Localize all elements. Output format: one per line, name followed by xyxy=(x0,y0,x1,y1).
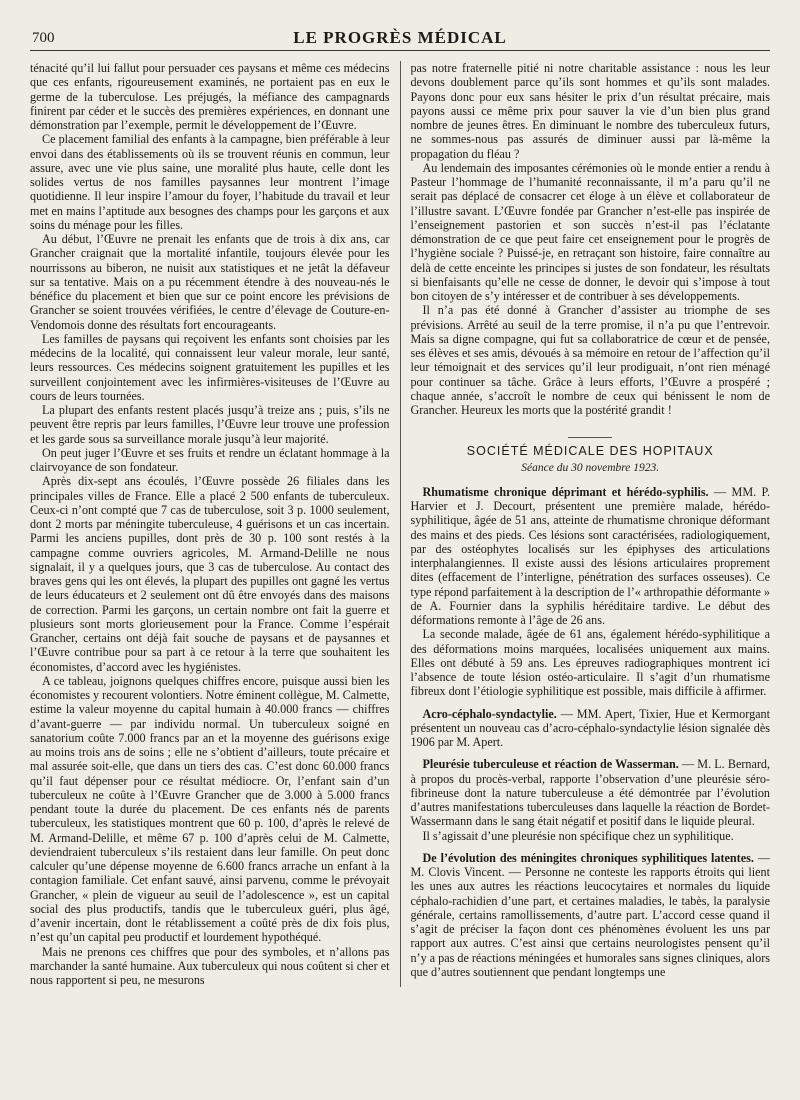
paragraph: Mais ne prenons ces chiffres que pour des symboles, et n’allons pas marchander la santé humaine. Aux tuberculeux qui nous coûtent si cher et nous rapportent si peu, ne mesurons xyxy=(30,944,390,987)
paragraph: On peut juger l’Œuvre et ses fruits et rendre un éclatant hommage à la clairvoyance de son fondateur. xyxy=(30,445,390,474)
paragraph: Il n’a pas été donné à Grancher d’assister au triomphe de ses prévisions. Arrêté au seuil de la terre promise, il n’a pu que l’entrevoir. Mais sa digne compagne, qui fut sa collaboratrice de cœur et de pensée, ses élèves et ses amis, dévoués à sa mémoire en retour de l’affection qu’il leur témoignait et des services qu’il leur prodiguait, n’ont rien ménagé pour continuer sa tâche. Grâce à leurs efforts, l’Œuvre a prospéré ; chaque année, s’accroît le nombre de ceux qui bénissent le nom de Grancher. Heureux les morts que la postérité grandit ! xyxy=(410,303,770,417)
communication-title: Pleurésie tuberculeuse et réaction de Wasserman. xyxy=(422,757,679,772)
communication-title: Rhumatisme chronique déprimant et hérédo-syphilis. xyxy=(422,484,709,499)
paragraph: Ce placement familial des enfants à la campagne, bien préférable à leur envoi dans des établissements où ils se trouvent réunis en commun, leur assure, avec une vie plus saine, une moralité plus haute, celle dont les solides vertus de nos familles paysannes leur montrent l’image quotidienne. Il leur inspire l’amour du foyer, l’habitude du travail et leur met en mains l’aptitude aux besognes des champs pour les garçons et aux soins du ménage pour les filles. xyxy=(30,132,390,232)
paragraph: Les familles de paysans qui reçoivent les enfants sont choisies par les médecins de la localité, qui connaissent leur valeur morale, leur santé, leurs ressources. Ces médecins soignent gratuitement les pupilles et les surveillent conjointement avec les infirmières-visiteuses de l’Œuvre au cours de leurs tournées. xyxy=(30,331,390,403)
communication-text: Il s’agissait d’une pleurésie non spécifique chez un syphilitique. xyxy=(422,828,734,843)
communication-paragraph xyxy=(410,851,770,979)
communication-paragraph xyxy=(410,829,770,843)
section-title-text: SOCIÉTÉ MÉDICALE DES HOPITAUX xyxy=(466,444,714,459)
journal-title: LE PROGRÈS MÉDICAL xyxy=(293,28,507,47)
column-divider xyxy=(400,61,401,987)
communication-title: Acro-céphalo-syndactylie. xyxy=(422,706,557,721)
page-number: 700 xyxy=(32,30,55,46)
two-column-body xyxy=(30,61,770,987)
left-column xyxy=(30,61,390,987)
communication-text: — M. L. Bernard, à propos du procès-verbal, rapporte l’observation d’une pleurésie séro-fibrineuse dont la nature tuberculeuse a été démontrée par l’évolution d’autres manifestations tuberculeuses dans laquelle la réaction de Bordet-Wassermann dans le sang était négatif et positif dans le liquide pleural. xyxy=(410,757,770,829)
communication-text: — MM. Apert, Tixier, Hue et Kermorgant présentent un nouveau cas d’acro-céphalo-syndactylie lésion signalée dès 1906 par M. Apert. xyxy=(410,706,770,749)
communication-text: — M. Clovis Vincent. — Personne ne conteste les rapports étroits qui lient les unes aux autres les réactions leucocytaires et normales du liquide céphalo-rachidien d’une part, et certaines maladies, le tabès, la paralysie générale, certains ramollissements, d’autre part. L’accord cesse quand il s’agit de préciser la façon dont ces phénomènes évoluent les uns par rapport aux autres. C’est ainsi que certains neurologistes pensent qu’il n’y a pas de réactions méningées et humorales sans signes cliniques, alors que d’autres soutiennent que pendant longtemps une xyxy=(410,850,770,979)
section-heading xyxy=(410,437,770,458)
communication-paragraph xyxy=(410,707,770,750)
paragraph: La plupart des enfants restent placés jusqu’à treize ans ; puis, s’ils ne peuvent être repris par leurs familles, l’Œuvre leur trouve une profession et les garde sous sa surveillance morale jusqu’à leur majorité. xyxy=(30,403,390,446)
session-date: Séance du 30 novembre 1923. xyxy=(521,461,660,474)
communication-paragraph xyxy=(410,627,770,698)
communication-text: La seconde malade, âgée de 61 ans, également hérédo-syphilitique a des déformations moins marquées, localisées uniquement aux mains. Elles ont débuté à 59 ans. Les épreuves radiographiques montrent ici l’absence de toute lésion ostéo-articulaire. Il s’agit d’un rhumatisme fibreux dont l’étiologie syphilitique est possible, mais difficile à affirmer. xyxy=(410,627,770,699)
paragraph: A ce tableau, joignons quelques chiffres encore, puisque aussi bien les économistes y recourent volontiers. Notre éminent collègue, M. Calmette, estime la valeur moyenne du capital humain à 40.000 francs — chiffres d’avant-guerre — par individu normal. Un tuberculeux soigné en sanatorium coûte 7.000 francs par an et la moyenne des guérisons exige au moins trois ans de soins ; elle ne s’obtient d’ailleurs, toute précaire et mal assurée soit-elle, que dans un tiers des cas. C’est donc 60.000 francs qu’il faut dépenser pour ce résultat médiocre. Or, l’enfant sain d’un tuberculeux ne coûte à l’Œuvre Grancher que de 3.000 à 5.000 francs pendant toute la durée du placement. De ces enfants nés de parents tuberculeux, les statistiques montrent que 60 p. 100, d’après le relevé de M. Armand-Delille, et même 67 p. 100 d’après celui de M. Calmette, deviendraient tuberculeux s’ils restaient dans leur famille. On peut donc calculer qu’une dépense moyenne de 6.600 francs arrache un enfant à la contagion familiale. Cet enfant sauvé, ainsi parvenu, comme le prévoyait Grancher, « plein de vigueur au seuil de l’adolescence », est un capital social des plus productifs, tandis que le tuberculeux guéri, plus âgé, d’avenir incertain, dont le rétablissement a coûté près de dix fois plus, n’est qu’un capital peu productif et lourdement hypothéqué. xyxy=(30,673,390,945)
communication-title: De l’évolution des méningites chroniques syphilitiques latentes. xyxy=(422,850,754,865)
heading-rule xyxy=(568,437,612,438)
paragraph: pas notre fraternelle pitié ni notre charitable assistance : nous les leur devons doublement parce qu’ils sont hommes et qu’ils sont malades. Payons donc pour eux sans hésiter le prix d’un résultat précaire, mais payons aussi ce même prix pour sauver la vie d’un bien plus grand nombre de jeunes êtres. En diminuant le nombre des tuberculeux futurs, ne sommes-nous pas assurés de diminuer aussi par là-même la propagation du fléau ? xyxy=(410,61,770,161)
spacer xyxy=(410,749,770,757)
communication-paragraph xyxy=(410,757,770,828)
spacer xyxy=(410,699,770,707)
page-header xyxy=(30,28,770,51)
spacer xyxy=(410,843,770,851)
paragraph: Après dix-sept ans écoulés, l’Œuvre possède 26 filiales dans les principales villes de France. Elle a placé 2 500 enfants de tuberculeux. Ceux-ci n’ont compté que 7 cas de tuberculose, soit 3 p. 1000 seulement, dont 2 morts par méningite tuberculeuse, 4 guérisons et un cas incertain. Parmi les anciens pupilles, dont près de 30 p. 100 sont restés à la campagne comme ouvriers agricoles, M. Armand-Delille ne nous signalait, il y a quelques jours, que 3 cas de tuberculose. Au contact des braves gens qui les ont élevés, la plupart des pupilles ont gagné les vertus de leurs éducateurs et 2 seulement ont dû être envoyés dans des maisons de correction. Parmi les garçons, un certain nombre ont fait la guerre et plusieurs sont morts glorieusement pour la France. Comme l’espérait Grancher, certains ont déjà fait souche de paysans et de paysannes et l’Œuvre contribue pour sa part à ce retour à la terre que souhaitent les économistes, d’accord avec les hygiénistes. xyxy=(30,474,390,674)
paragraph: ténacité qu’il lui fallut pour persuader ces paysans et même ces médecins que ces enfants, rigoureusement examinés, ne portaient pas en eux le germe de la tuberculose. Les préjugés, la méfiance des campagnards finirent par céder et le succès des premières expériences, en donnant une démonstration par l’exemple, permit le développement de l’Œuvre. xyxy=(30,61,390,132)
paragraph: Au début, l’Œuvre ne prenait les enfants que de trois à dix ans, car Grancher craignait que la mortalité infantile, toujours élevée pour les nourrissons au biberon, ne nuisit aux statistiques et ne jetât la défaveur sur sa tentative. Mais on a pu récemment étendre à des nouveau-nés le bénéfice du placement et bien que sur ce point encore les prévisions de Grancher se soient trouvées vérifiées, le centre d’élevage de Couture-en-Vendomois donne des résultats fort encourageants. xyxy=(30,232,390,332)
paragraph: Au lendemain des imposantes cérémonies où le monde entier a rendu à Pasteur l’hommage de l’humanité reconnaissante, il m’a paru qu’il ne serait pas déplacé de consacrer cet éloge à un élève et collaborateur de l’illustre savant. L’Œuvre fondée par Grancher n’est-elle pas inspirée de l’enseignement pastorien et son succès n’est-il pas l’éclatante démonstration de ce que peut faire cet enseignement pour le progrès de l’hygiène sociale ? Puissé-je, en retraçant son histoire, faire connaître au delà de cette enceinte les principes si justes de son fondateur, les résultats si bienfaisants qu’elle ne cesse de donner, le devoir qui s’impose à tout bon citoyen de s’y intéresser et de contribuer à ses développements. xyxy=(410,160,770,303)
communication-paragraph xyxy=(410,485,770,628)
communication-text: — MM. P. Harvier et J. Decourt, présentent une première malade, hérédo-syphilitique, âgée de 51 ans, atteinte de rhumatisme chronique déformant des mains et des pieds. Ces lésions sont caractérisées, radiologiquement, par des ostéophytes localisés sur les épiphyses des articulations interphalangiennes. Il existe aussi des lésions articulaires proprement dites (effacement de l’interligne, pénétration des surfaces osseuses). Ce type répond parfaitement à la description de l’« arthropathie déformante » de A. Fournier dans la syphilis héréditaire tardive. Le début des déformations remonte à l’âge de 26 ans. xyxy=(410,484,770,627)
right-column xyxy=(410,61,770,987)
